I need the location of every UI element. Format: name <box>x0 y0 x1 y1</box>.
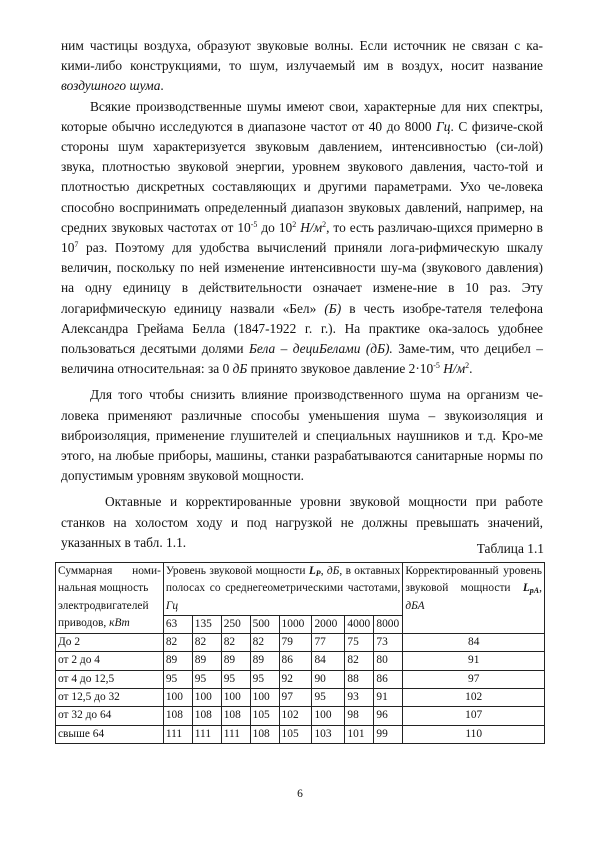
freq-cell: 63 <box>163 615 192 633</box>
value-cell: 95 <box>163 670 192 688</box>
exponent: -5 <box>433 361 440 371</box>
value-cell: 105 <box>279 725 312 743</box>
value-cell: 82 <box>192 634 221 652</box>
table-caption: Таблица 1.1 <box>476 541 544 556</box>
unit-hz: Гц <box>165 599 179 612</box>
body-text <box>61 36 543 553</box>
value-cell: 82 <box>163 634 192 652</box>
paragraph-1 <box>61 36 543 97</box>
value-cell: 108 <box>221 707 250 725</box>
p2-text: Заме-тим, что децибел – величина относительная: за 0 <box>61 341 543 377</box>
value-cell: 97 <box>279 689 312 707</box>
exponent: 2 <box>322 219 327 229</box>
value-cell: 103 <box>312 725 345 743</box>
header-power-text: приводов, <box>58 616 110 629</box>
freq-cell: 8000 <box>374 615 403 633</box>
p2-text: раз. Поэтому для удобства вычислений приняли лога-рифмическую шкалу величин, поскольку по ней изменение интенсивности шу-ма (звукового давления) на одну единицу в действительности означает измене-ние в 10 раз. Эту логарифмическую единицу назвали «Бел» <box>61 240 543 316</box>
symbol-subscript: P <box>315 569 321 578</box>
freq-cell: 4000 <box>345 615 374 633</box>
value-cell: 80 <box>374 652 403 670</box>
corrected-cell: 84 <box>403 634 545 652</box>
freq-cell: 2000 <box>312 615 345 633</box>
paragraph-4: Октавные и корректированные уровни звуковой мощности при работе станков на холостом ходу и под нагрузкой не должны превышать значений, указанных в табл. 1.1. <box>61 494 543 550</box>
exponent: 7 <box>74 240 79 250</box>
value-cell: 95 <box>192 670 221 688</box>
header-power <box>56 563 164 634</box>
value-cell: 95 <box>250 670 279 688</box>
header-corrected-level <box>403 563 545 634</box>
freq-cell: 1000 <box>279 615 312 633</box>
value-cell: 82 <box>250 634 279 652</box>
paragraph-3: Для того чтобы снизить влияние производственного шума на организм че-ловека применяют различные способы уменьшения шума – звукоизоляция и виброизоляция, применение глушителей и специальных наушников и т.д. Кро-ме этого, на любые приборы, машины, станки разрабатываются санитарные нормы по допустимым уровням звуковой мощности. <box>61 387 543 484</box>
period: . <box>160 78 164 94</box>
unit-db: дБ <box>326 565 340 577</box>
p2-text: . С физиче-ской стороны шум характеризуется звуковым давлением, интенсивностью (си-лой) звука, плотностью звуковой энергии, уровнем звукового давления, часто-той и плотностью дискретных составляющих и другими параметрами. Ухо че-ловека способно воспринимать определенный диапазон звуковых давлений, например, на средних звуковых частотах от 10 <box>61 118 543 235</box>
table-row <box>56 634 545 652</box>
value-cell: 88 <box>345 670 374 688</box>
power-cell: от 32 до 64 <box>56 707 164 725</box>
value-cell: 100 <box>221 689 250 707</box>
value-cell: 89 <box>192 652 221 670</box>
corrected-cell: 91 <box>403 652 545 670</box>
value-cell: 89 <box>250 652 279 670</box>
header-power-text: Суммарная номи-нальная мощность <box>58 565 161 595</box>
header-text: , <box>539 582 542 595</box>
value-cell: 86 <box>374 670 403 688</box>
header-text: Уровень звуковой мощности <box>165 565 309 577</box>
symbol-subscript: pA <box>529 586 540 596</box>
table-row <box>56 670 545 688</box>
bel-symbol: (Б) <box>324 300 342 316</box>
power-cell: от 2 до 4 <box>56 652 164 670</box>
value-cell: 77 <box>312 634 345 652</box>
p2-text: . <box>469 361 473 377</box>
value-cell: 82 <box>221 634 250 652</box>
value-cell: 100 <box>312 707 345 725</box>
unit-dba: дБА <box>405 599 425 612</box>
decibel-term: Бела – дециБелами (дБ). <box>248 341 393 357</box>
power-cell: До 2 <box>56 634 164 652</box>
header-text: Корректированный уровень звуковой мощности <box>405 565 542 595</box>
value-cell: 89 <box>163 652 192 670</box>
symbol-L: L <box>308 565 316 577</box>
table-row <box>56 652 545 670</box>
p2-text: в честь изобре-тателя телефона Александра Грейама Белла (1847-1922 г. г.). На практике ока-залось удобнее пользоваться десятыми долями <box>61 300 543 357</box>
value-cell: 111 <box>163 725 192 743</box>
table-row <box>56 707 545 725</box>
p2-text: до 10 <box>257 219 293 235</box>
value-cell: 99 <box>374 725 403 743</box>
value-cell: 100 <box>163 689 192 707</box>
table-row <box>56 725 545 743</box>
freq-cell: 500 <box>250 615 279 633</box>
corrected-cell: 107 <box>403 707 545 725</box>
symbol-L: L <box>522 582 530 595</box>
corrected-cell: 110 <box>403 725 545 743</box>
value-cell: 101 <box>345 725 374 743</box>
exponent: 2 <box>465 361 470 371</box>
value-cell: 91 <box>374 689 403 707</box>
value-cell: 82 <box>345 652 374 670</box>
noise-levels-table <box>55 562 545 744</box>
value-cell: 96 <box>374 707 403 725</box>
value-cell: 73 <box>374 634 403 652</box>
value-cell: 95 <box>312 689 345 707</box>
value-cell: 105 <box>250 707 279 725</box>
p2-text: принято звуковое давление 2·10 <box>247 361 434 377</box>
value-cell: 108 <box>192 707 221 725</box>
value-cell: 111 <box>192 725 221 743</box>
power-cell: от 12,5 до 32 <box>56 689 164 707</box>
unit-db: дБ <box>232 361 248 377</box>
corrected-cell: 102 <box>403 689 545 707</box>
freq-cell: 135 <box>192 615 221 633</box>
power-cell: от 4 до 12,5 <box>56 670 164 688</box>
value-cell: 108 <box>250 725 279 743</box>
value-cell: 102 <box>279 707 312 725</box>
table-row <box>56 689 545 707</box>
value-cell: 93 <box>345 689 374 707</box>
header-text: , <box>320 565 327 577</box>
value-cell: 75 <box>345 634 374 652</box>
value-cell: 89 <box>221 652 250 670</box>
value-cell: 98 <box>345 707 374 725</box>
p2-text: , то есть различаю-щихся примерно в 10 <box>61 219 543 256</box>
value-cell: 111 <box>221 725 250 743</box>
power-cell: свыше 64 <box>56 725 164 743</box>
header-power-text: электродвигателей <box>58 599 149 612</box>
header-text: , в октавных полосах со среднегеометрическими частотами, <box>165 565 401 595</box>
exponent: 2 <box>292 219 297 229</box>
value-cell: 100 <box>192 689 221 707</box>
value-cell: 79 <box>279 634 312 652</box>
unit-pressure: Н/м <box>443 361 466 377</box>
exponent: -5 <box>250 219 258 229</box>
p2-text: Всякие производственные шумы имеют свои, характерные для них спектры, которые обычно исследуются в диапазоне частот от 40 до 8000 <box>61 98 543 134</box>
term-airborne-noise: воздушного шума <box>61 78 161 94</box>
freq-cell: 250 <box>221 615 250 633</box>
paragraph-2 <box>61 97 543 380</box>
table-header-row <box>56 563 545 616</box>
unit-hz: Гц <box>436 118 451 134</box>
value-cell: 86 <box>279 652 312 670</box>
paragraph-1-text: ним частицы воздуха, образуют звуковые волны. Если источник не связан с ка-кими-либо конструкциями, то шум, излучаемый им в воздух, носит название <box>61 38 543 74</box>
header-octave-levels <box>163 563 403 616</box>
value-cell: 90 <box>312 670 345 688</box>
value-cell: 100 <box>250 689 279 707</box>
value-cell: 108 <box>163 707 192 725</box>
value-cell: 95 <box>221 670 250 688</box>
value-cell: 84 <box>312 652 345 670</box>
corrected-cell: 97 <box>403 670 545 688</box>
page-number: 6 <box>297 788 303 800</box>
unit-pressure: Н/м <box>300 219 323 235</box>
value-cell: 92 <box>279 670 312 688</box>
unit-kw: кВт <box>109 616 130 629</box>
